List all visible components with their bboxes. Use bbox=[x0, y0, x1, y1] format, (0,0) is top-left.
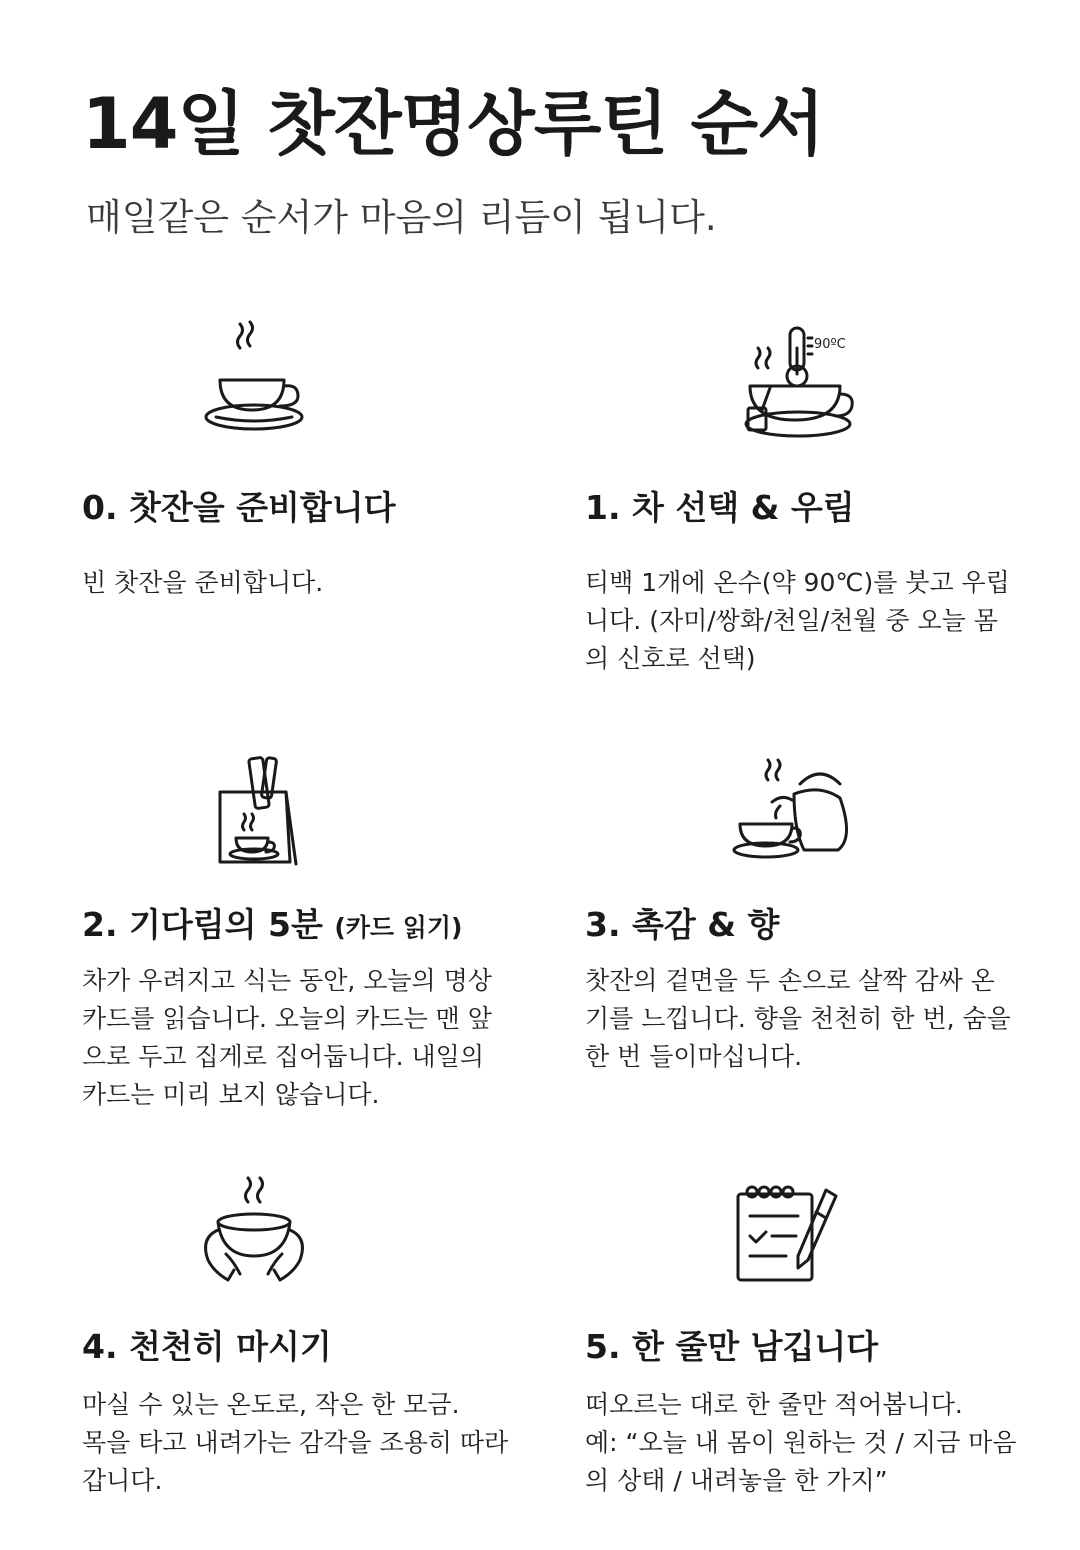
step-1 bbox=[585, 320, 1035, 680]
step-line: 카드를 읽습니다. 오늘의 카드는 맨 앞 bbox=[82, 1004, 492, 1033]
card-stand-icon bbox=[210, 750, 330, 870]
kettle-teacup-icon bbox=[730, 750, 850, 870]
step-line: 카드는 미리 보지 않습니다. bbox=[82, 1080, 380, 1109]
step-title: 5. 한 줄만 남깁니다 bbox=[585, 1327, 879, 1366]
step-line: 한 번 들이마십니다. bbox=[585, 1042, 803, 1071]
step-description bbox=[82, 564, 532, 602]
step-4 bbox=[82, 1172, 532, 1512]
hands-holding-cup-icon bbox=[196, 1172, 316, 1292]
page-title: 14일 찻잔명상루틴 순서 bbox=[82, 83, 824, 165]
step-title: 0. 찻잔을 준비합니다 bbox=[82, 488, 396, 527]
step-line: 떠오르는 대로 한 줄만 적어봅니다. bbox=[585, 1390, 963, 1419]
step-title-note: (카드 읽기) bbox=[334, 913, 463, 942]
step-line: 니다. (자미/쌍화/천일/천월 중 오늘 몸 bbox=[585, 606, 998, 635]
page-subtitle: 매일같은 순서가 마음의 리듬이 됩니다. bbox=[86, 196, 717, 239]
temperature-label: 90ºC bbox=[814, 337, 846, 352]
step-line: 기를 느낍니다. 향을 천천히 한 번, 숨을 bbox=[585, 1004, 1011, 1033]
step-line: 차가 우려지고 식는 동안, 오늘의 명상 bbox=[82, 966, 492, 995]
step-description bbox=[585, 564, 1035, 678]
step-line: 으로 두고 집게로 집어둡니다. 내일의 bbox=[82, 1042, 484, 1071]
step-line: 마실 수 있는 온도로, 작은 한 모금. bbox=[82, 1390, 460, 1419]
step-title: 3. 촉감 & 향 bbox=[585, 905, 780, 944]
step-2 bbox=[82, 750, 532, 1130]
step-line: 의 신호로 선택) bbox=[585, 644, 756, 673]
step-title bbox=[82, 905, 462, 945]
step-title: 1. 차 선택 & 우림 bbox=[585, 488, 855, 527]
step-line: 티백 1개에 온수(약 90℃)를 붓고 우립 bbox=[585, 568, 1010, 597]
step-description bbox=[82, 1386, 532, 1500]
teacup-icon bbox=[196, 320, 316, 440]
step-title-main: 2. 기다림의 5분 bbox=[82, 905, 323, 944]
step-line: 목을 타고 내려가는 감각을 조용히 따라 bbox=[82, 1428, 509, 1457]
step-5 bbox=[585, 1172, 1035, 1512]
step-line: 빈 찻잔을 준비합니다. bbox=[82, 568, 324, 597]
step-description bbox=[585, 962, 1035, 1076]
step-3 bbox=[585, 750, 1035, 1090]
step-line: 갑니다. bbox=[82, 1466, 163, 1495]
step-line: 예: “오늘 내 몸이 원하는 것 / 지금 마음 bbox=[585, 1428, 1017, 1457]
step-title: 4. 천천히 마시기 bbox=[82, 1327, 332, 1366]
step-line: 찻잔의 겉면을 두 손으로 살짝 감싸 온 bbox=[585, 966, 995, 995]
step-description bbox=[82, 962, 532, 1114]
thermometer-teabag-icon bbox=[730, 320, 870, 440]
notepad-pencil-icon bbox=[730, 1172, 850, 1292]
step-line: 의 상태 / 내려놓을 한 가지” bbox=[585, 1466, 888, 1495]
step-description bbox=[585, 1386, 1035, 1500]
step-0 bbox=[82, 320, 532, 650]
